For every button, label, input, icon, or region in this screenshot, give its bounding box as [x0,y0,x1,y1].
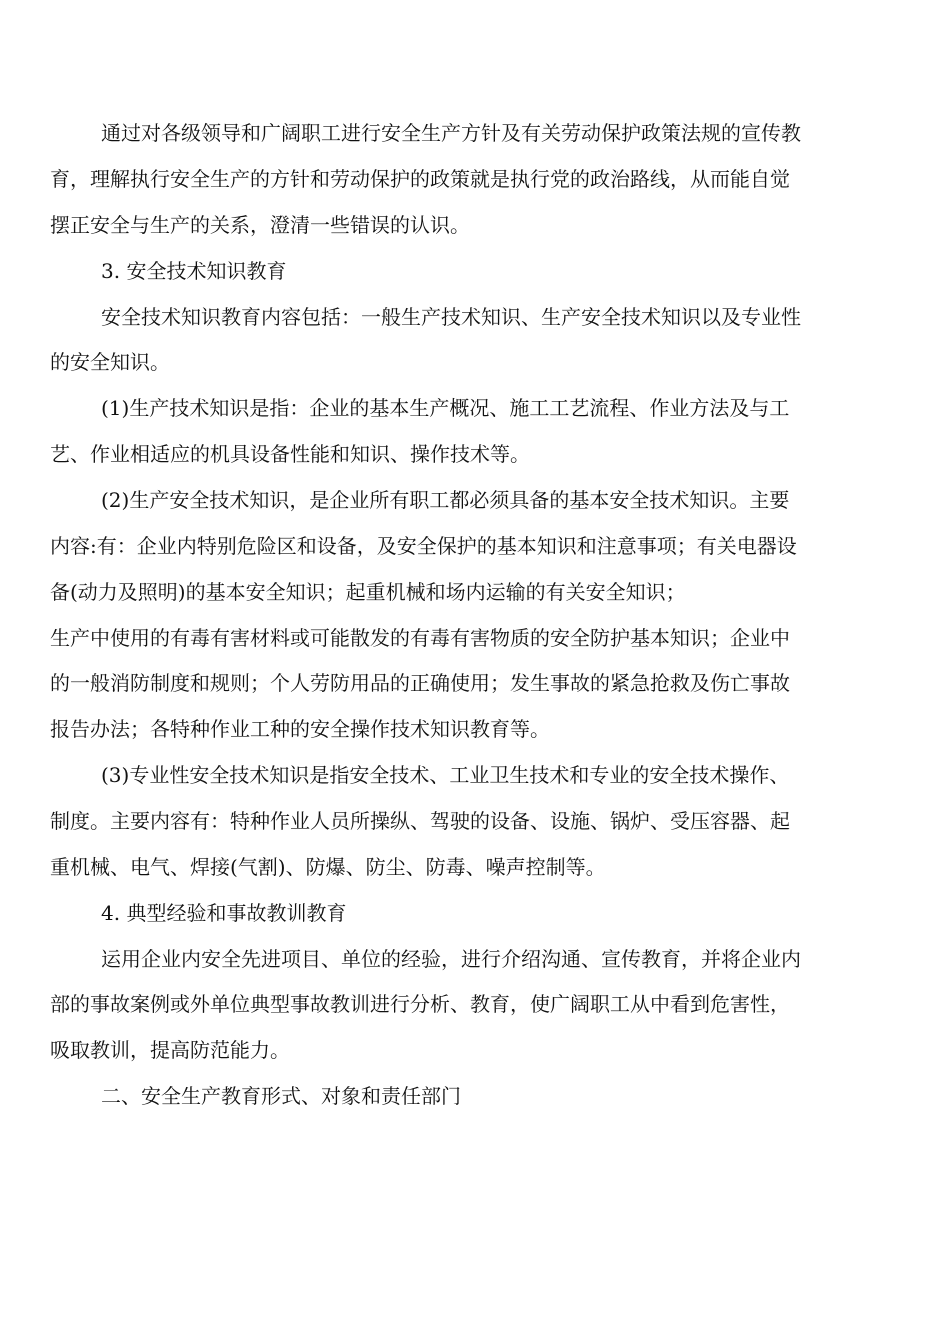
paragraph-line: 摆正安全与生产的关系，澄清一些错误的认识。 [50,213,470,237]
paragraph-line: 报告办法；各特种作业工种的安全操作技术知识教育等。 [50,717,550,741]
paragraph-line: 备(动力及照明)的基本安全知识；起重机械和场内运输的有关安全知识； [50,580,686,604]
paragraph-line: (2)生产安全技术知识，是企业所有职工都必须具备的基本安全技术知识。主要 [101,488,790,512]
paragraph-line: (1)生产技术知识是指：企业的基本生产概况、施工工艺流程、作业方法及与工 [101,396,790,420]
paragraph-line: 制度。主要内容有：特种作业人员所操纵、驾驶的设备、设施、锅炉、受压容器、起 [50,809,790,833]
paragraph-line: (3)专业性安全技术知识是指安全技术、工业卫生技术和专业的安全技术操作、 [101,763,790,787]
section-heading: 4. 典型经验和事故教训教育 [101,901,347,925]
paragraph-line: 部的事故案例或外单位典型事故教训进行分析、教育，使广阔职工从中看到危害性， [50,992,790,1016]
paragraph-line: 育，理解执行安全生产的方针和劳动保护的政策就是执行党的政治路线，从而能自觉 [50,167,790,191]
paragraph-line: 通过对各级领导和广阔职工进行安全生产方针及有关劳动保护政策法规的宣传教 [101,121,801,145]
paragraph-line: 生产中使用的有毒有害材料或可能散发的有毒有害物质的安全防护基本知识；企业中 [50,626,790,650]
paragraph-line: 吸取教训，提高防范能力。 [50,1038,290,1062]
paragraph-line: 安全技术知识教育内容包括：一般生产技术知识、生产安全技术知识以及专业性 [101,305,801,329]
paragraph-line: 的安全知识。 [50,350,170,374]
section-heading: 3. 安全技术知识教育 [101,259,287,283]
paragraph-line: 重机械、电气、焊接(气割)、防爆、防尘、防毒、噪声控制等。 [50,855,606,879]
paragraph-line: 艺、作业相适应的机具设备性能和知识、操作技术等。 [50,442,530,466]
paragraph-line: 的一般消防制度和规则；个人劳防用品的正确使用；发生事故的紧急抢救及伤亡事故 [50,671,790,695]
paragraph-line: 运用企业内安全先进项目、单位的经验，进行介绍沟通、宣传教育，并将企业内 [101,947,801,971]
section-heading: 二、安全生产教育形式、对象和责任部门 [101,1084,461,1108]
paragraph-line: 内容:有：企业内特别危险区和设备，及安全保护的基本知识和注意事项；有关电器设 [50,534,797,558]
